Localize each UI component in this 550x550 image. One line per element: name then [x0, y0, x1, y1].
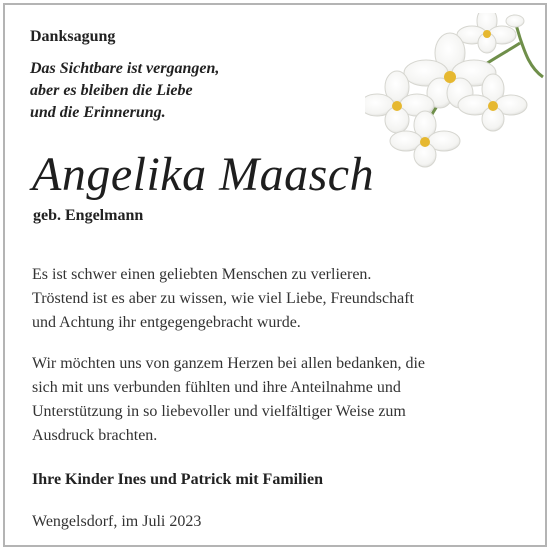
memorial-quote — [30, 58, 219, 124]
place-and-date: Wengelsdorf, im Juli 2023 — [32, 513, 202, 530]
obituary-card — [3, 3, 547, 547]
thanks-paragraph-1 — [32, 263, 414, 335]
paragraph-line: Wir möchten uns von ganzem Herzen bei allen bedanken, die — [32, 355, 425, 372]
quote-line: und die Erinnerung. — [30, 104, 166, 121]
quote-line: aber es bleiben die Liebe — [30, 82, 193, 99]
notice-heading: Danksagung — [30, 28, 116, 45]
thanks-paragraph-2 — [32, 352, 425, 448]
deceased-name: Angelika Maasch — [32, 148, 375, 201]
paragraph-line: Ausdruck brachten. — [32, 427, 158, 444]
paragraph-line: Tröstend ist es aber zu wissen, wie viel Liebe, Freundschaft — [32, 290, 414, 307]
orchid-flower-icon — [365, 13, 545, 173]
maiden-name: geb. Engelmann — [33, 207, 144, 224]
paragraph-line: Es ist schwer einen geliebten Menschen zu verlieren. — [32, 266, 372, 283]
quote-line: Das Sichtbare ist vergangen, — [30, 60, 220, 77]
paragraph-line: und Achtung ihr entgegengebracht wurde. — [32, 314, 301, 331]
paragraph-line: sich mit uns verbunden fühlten und ihre Anteilnahme und — [32, 379, 401, 396]
paragraph-line: Unterstützung in so liebevoller und vielfältiger Weise zum — [32, 403, 406, 420]
family-signature: Ihre Kinder Ines und Patrick mit Familien — [32, 471, 323, 488]
